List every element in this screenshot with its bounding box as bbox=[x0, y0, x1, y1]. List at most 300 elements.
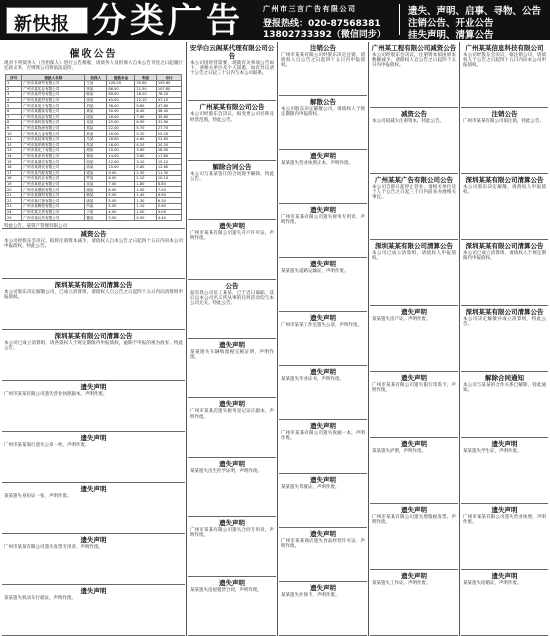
table-cell: 朱某 bbox=[85, 142, 107, 148]
table-cell: 12 bbox=[6, 142, 22, 148]
ad-body: 某某遗失出生医学证明，声明作废。 bbox=[190, 468, 262, 474]
table-cell: 胡某 bbox=[85, 148, 107, 154]
ad-title: 遗失声明 bbox=[219, 341, 245, 349]
table-cell: 广州市某纸业有限公司 bbox=[22, 181, 85, 187]
table-cell: 1.10 bbox=[135, 204, 156, 210]
table-cell: 4.60 bbox=[135, 136, 156, 142]
table-cell: 高某 bbox=[85, 164, 107, 170]
ad-title: 遗失声明 bbox=[310, 206, 336, 214]
table-cell: 韩某 bbox=[85, 192, 107, 198]
ad-body: 某某遗失机动车行驶证，声明作废。 bbox=[4, 596, 76, 601]
classified-ad bbox=[370, 438, 458, 504]
table-cell: 5.50 bbox=[107, 192, 135, 198]
table-cell: 广州市某餐饮有限公司 bbox=[22, 164, 85, 170]
ad-title: 遗失声明 bbox=[80, 536, 107, 544]
column-1 bbox=[2, 42, 185, 636]
ad-title: 遗失声明 bbox=[310, 368, 336, 376]
classified-ad bbox=[188, 577, 276, 636]
table-cell: 47.80 bbox=[156, 103, 181, 109]
ad-body: 某某遗失营业执照正本，声明作废。 bbox=[281, 161, 353, 166]
ad-body: 兹有我公司员工某某，已于近日离职，其后以本公司名义所从事的任何活动均与本公司无关。特此公告。 bbox=[190, 290, 274, 306]
table-cell: 2.30 bbox=[135, 170, 156, 176]
column-5 bbox=[461, 42, 548, 636]
classified-ad bbox=[2, 228, 185, 279]
table-cell: 广州市某装饰有限公司 bbox=[22, 136, 85, 142]
table-cell: 广州市某食品有限公司 bbox=[22, 114, 85, 120]
classified-ad bbox=[2, 432, 185, 483]
table-cell: 广州市某药业有限公司 bbox=[22, 176, 85, 182]
table-cell: 广州市某服装有限公司 bbox=[22, 108, 85, 114]
ad-title: 遗失声明 bbox=[219, 519, 245, 528]
ad-body: 某某遗失道路运输证，声明作废。 bbox=[281, 269, 349, 274]
ad-body: 本公司已成立清算组，请各债权人于规定期限内申报债权，逾期不申报的视为放弃。特此公告。 bbox=[4, 341, 183, 352]
table-cell: 8.80 bbox=[156, 181, 181, 187]
table-cell: 78.20 bbox=[156, 92, 181, 98]
table-cell: 4.20 bbox=[135, 142, 156, 148]
table-cell: 王某 bbox=[85, 81, 107, 87]
ad-body: 某某遗失车辆购置税完税证明，声明作废。 bbox=[190, 350, 274, 361]
table-cell: 13 bbox=[6, 148, 22, 154]
column-2 bbox=[188, 42, 276, 636]
ad-body: 广州市某某有限公司遗失合同专用章，声明作废。 bbox=[190, 528, 274, 539]
table-cell: 22 bbox=[6, 198, 22, 204]
table-cell: 广州市某陶瓷有限公司 bbox=[22, 204, 85, 210]
ad-title: 深圳某某有限公司清算公告 bbox=[465, 176, 544, 184]
table-cell: 30.00 bbox=[107, 108, 135, 114]
classified-ad bbox=[461, 240, 548, 306]
table-cell: 6.30 bbox=[156, 198, 181, 204]
ad-title: 解除合同公告 bbox=[212, 162, 252, 171]
ad-title: 遗失声明 bbox=[401, 506, 427, 514]
ad-title: 遗失声明 bbox=[310, 422, 336, 430]
ad-body: 某某遗失房屋租赁合同，声明作废。 bbox=[190, 587, 262, 593]
table-cell: 广州市某商贸有限公司 bbox=[22, 81, 85, 87]
table-cell: 8.00 bbox=[107, 176, 135, 182]
table-cell: 21.30 bbox=[135, 86, 156, 92]
table-cell: 4.40 bbox=[156, 215, 181, 221]
table-cell: 12.00 bbox=[107, 159, 135, 165]
table-cell: 25.00 bbox=[107, 120, 135, 126]
table-cell: 1.80 bbox=[135, 181, 156, 187]
table-cell: 吴某 bbox=[85, 120, 107, 126]
ad-title: 遗失声明 bbox=[401, 374, 427, 382]
ad-body: 广州市某某有限公司遗失财务专用章，声明作废。 bbox=[281, 215, 365, 226]
table-cell: 14 bbox=[6, 153, 22, 159]
ad-body: 广州市某某商行遗失公章一枚，声明作废。 bbox=[4, 443, 90, 448]
table-cell: 107.80 bbox=[156, 86, 181, 92]
collection-notice-intro: 现对下列债务人（含担保人）进行公告催收，请债务人及担保人自本公告刊登之日起履行还款义务，否则我公司将依法追偿。 bbox=[4, 61, 183, 72]
classified-ad bbox=[279, 96, 367, 150]
classified-ad bbox=[461, 306, 548, 372]
table-cell: 董某 bbox=[85, 215, 107, 221]
ad-title: 深圳某某有限公司清算公告 bbox=[465, 308, 544, 316]
service-line-3: 挂失声明、清算公告 bbox=[408, 30, 494, 41]
table-cell: 17.60 bbox=[156, 153, 181, 159]
table-cell: 广州市某印刷有限公司 bbox=[22, 142, 85, 148]
table-cell: 陈某 bbox=[85, 92, 107, 98]
table-cell: 于某 bbox=[85, 209, 107, 215]
table-cell: 18.00 bbox=[107, 136, 135, 142]
table-cell: 广州市某家具有限公司 bbox=[22, 153, 85, 159]
table-cell: 10.10 bbox=[156, 176, 181, 182]
table-cell: 25 bbox=[6, 215, 22, 221]
ad-body: 本公司股东决定解散，请债权人申报债权。 bbox=[463, 185, 546, 196]
ad-body: 广州市某某有限公司遗失收据一本，声明作废。 bbox=[281, 431, 365, 442]
table-cell: 孙某 bbox=[85, 131, 107, 137]
ad-body: 广州市某某有限公司遗失营业执照副本，声明作废。 bbox=[4, 392, 108, 397]
classified-ad bbox=[461, 108, 548, 174]
service-line-2: 注销公告、开业公告 bbox=[408, 18, 494, 29]
classified-ad bbox=[370, 108, 458, 174]
classified-ad bbox=[370, 570, 458, 636]
table-cell: 8 bbox=[6, 120, 22, 126]
classified-ad bbox=[279, 42, 367, 96]
ad-body: 某某遗失学生证，声明作废。 bbox=[463, 449, 522, 454]
table-cell: 广州市某科技有限公司 bbox=[22, 120, 85, 126]
table-cell: 广州市某贸易有限公司 bbox=[22, 92, 85, 98]
masthead-divider bbox=[399, 4, 400, 35]
table-cell: 1 bbox=[6, 81, 22, 87]
classified-ad bbox=[188, 101, 276, 160]
collection-notice-title: 催收公告 bbox=[69, 49, 118, 60]
table-cell: 60.00 bbox=[107, 92, 135, 98]
table-cell: 35.60 bbox=[135, 81, 156, 87]
classified-ad bbox=[188, 339, 276, 398]
column-divider bbox=[368, 42, 369, 636]
table-cell: 20.00 bbox=[107, 131, 135, 137]
ad-title: 遗失声明 bbox=[219, 459, 245, 468]
table-cell: 11.30 bbox=[156, 170, 181, 176]
table-cell: 23 bbox=[6, 204, 22, 210]
claims-header-cell: 借款本金 bbox=[107, 75, 135, 81]
ad-body: 本公司与某某的合作关系已解除，特此通知。 bbox=[463, 383, 546, 394]
classified-ad bbox=[2, 279, 185, 330]
ad-body: 广州市某某有限公司遗失增值税发票，声明作废。 bbox=[372, 515, 456, 526]
ad-body: 本公司决定解散并成立清算组，特此公告。 bbox=[463, 317, 546, 328]
service-line-1: 遗失、声明、启事、寻物、公告 bbox=[408, 6, 542, 17]
classified-ad bbox=[2, 381, 185, 432]
table-cell: 3.50 bbox=[107, 215, 135, 221]
classified-ad bbox=[370, 372, 458, 438]
table-cell: 18.90 bbox=[156, 148, 181, 154]
table-cell: 18.20 bbox=[135, 92, 156, 98]
ad-title: 遗失声明 bbox=[80, 587, 107, 595]
ad-title: 遗失声明 bbox=[401, 308, 427, 316]
table-cell: 7.00 bbox=[107, 181, 135, 187]
claims-header-cell: 合计 bbox=[156, 75, 181, 81]
column-4 bbox=[370, 42, 458, 636]
ad-title: 遗失声明 bbox=[310, 530, 336, 538]
classified-ad bbox=[2, 483, 185, 534]
table-cell: 3.10 bbox=[135, 159, 156, 165]
table-cell: 1.40 bbox=[135, 192, 156, 198]
ad-body: 广州市某某有限公司遗失营业执照，声明作废。 bbox=[463, 515, 546, 526]
table-cell: 1.30 bbox=[135, 198, 156, 204]
ad-title: 注销公告 bbox=[310, 44, 336, 52]
ads-grid bbox=[0, 42, 550, 636]
table-cell: 6.90 bbox=[135, 120, 156, 126]
classified-ad bbox=[279, 150, 367, 204]
classified-ad bbox=[279, 312, 367, 366]
ad-title: 遗失声明 bbox=[80, 434, 107, 442]
table-cell: 6.00 bbox=[107, 187, 135, 193]
masthead bbox=[0, 0, 550, 40]
table-cell: 35.60 bbox=[156, 114, 181, 120]
table-cell: 24 bbox=[6, 209, 22, 215]
table-cell: 4.50 bbox=[107, 204, 135, 210]
ad-body: 本公司拟减少注册资本，特此公告。 bbox=[372, 119, 444, 124]
table-cell: 8.40 bbox=[135, 108, 156, 114]
claims-header-cell: 担保人 bbox=[85, 75, 107, 81]
column-divider bbox=[459, 42, 460, 636]
classified-ad bbox=[461, 372, 548, 438]
table-cell: 86.50 bbox=[107, 86, 135, 92]
table-cell: 9 bbox=[6, 125, 22, 131]
classified-ad bbox=[370, 504, 458, 570]
classified-ad bbox=[461, 438, 548, 504]
table-cell: 16 bbox=[6, 164, 22, 170]
collection-notice-footer: 特此公告。某资产管理有限公司 bbox=[4, 223, 67, 229]
ad-title: 遗失声明 bbox=[310, 584, 336, 592]
classified-ad bbox=[370, 306, 458, 372]
classified-ad bbox=[279, 474, 367, 528]
ad-title: 深圳某某有限公司清算公告 bbox=[375, 242, 453, 250]
table-cell: 27.70 bbox=[156, 125, 181, 131]
table-cell: 25.20 bbox=[156, 131, 181, 137]
table-cell: 17 bbox=[6, 170, 22, 176]
claims-table bbox=[5, 74, 182, 220]
table-cell: 14.00 bbox=[107, 153, 135, 159]
table-cell: 20.20 bbox=[156, 142, 181, 148]
table-cell: 45.00 bbox=[107, 97, 135, 103]
table-cell: 广州市某灯饰有限公司 bbox=[22, 198, 85, 204]
table-cell: 4 bbox=[6, 97, 22, 103]
table-cell: 4.00 bbox=[107, 209, 135, 215]
table-cell: 5.60 bbox=[156, 204, 181, 210]
ad-body: 某某遗失护照，声明作废。 bbox=[372, 449, 426, 454]
ad-title: 遗失声明 bbox=[80, 383, 107, 391]
ad-body: 广州市某某有限公司拟注销，特此公告。 bbox=[463, 119, 544, 124]
ad-body: 广州市某某有限公司经股东决定注销，请债权人自公告之日起四十五日内申报债权。 bbox=[281, 53, 365, 69]
table-cell: 28.00 bbox=[107, 114, 135, 120]
table-cell: 120.00 bbox=[107, 81, 135, 87]
table-cell: 16.00 bbox=[107, 142, 135, 148]
ad-body: 本公司经股东会决议，注册资本拟由原来数额减少，请债权人自公告之日起四十五日内申报债权。 bbox=[372, 53, 456, 69]
table-cell: 罗某 bbox=[85, 176, 107, 182]
table-cell: 3 bbox=[6, 92, 22, 98]
table-cell: 广州市某塑胶有限公司 bbox=[22, 187, 85, 193]
ad-title: 注销公告 bbox=[491, 110, 518, 118]
ad-body: 本公司经股东会决议，拟变更公司名称及经营范围，特此公告。 bbox=[190, 112, 274, 123]
table-cell: 38.40 bbox=[156, 108, 181, 114]
table-cell: 广州市某化工有限公司 bbox=[22, 148, 85, 154]
table-cell: 15.00 bbox=[107, 148, 135, 154]
table-cell: 广州市某玩具有限公司 bbox=[22, 215, 85, 221]
table-cell: 梁某 bbox=[85, 170, 107, 176]
classified-ad bbox=[461, 174, 548, 240]
ad-body: 广州市某某有限公司遗失发票专用章，声明作废。 bbox=[4, 545, 103, 550]
table-cell: 5.70 bbox=[135, 125, 156, 131]
table-cell: 广州市某钢材有限公司 bbox=[22, 192, 85, 198]
ad-body: 广州市某某有限公司遗失银行印鉴卡，声明作废。 bbox=[372, 383, 456, 394]
ad-body: 某某遗失工作证，声明作废。 bbox=[372, 581, 431, 586]
table-cell: 3.60 bbox=[135, 153, 156, 159]
ad-title: 深圳某某有限公司清算公告 bbox=[54, 281, 133, 289]
classified-ad bbox=[279, 366, 367, 420]
table-cell: 张某 bbox=[85, 97, 107, 103]
table-cell: 6.90 bbox=[156, 192, 181, 198]
classified-ad bbox=[188, 161, 276, 220]
table-cell: 2.60 bbox=[135, 164, 156, 170]
table-cell: 5.20 bbox=[135, 131, 156, 137]
classified-ad bbox=[188, 280, 276, 339]
table-cell: 宋某 bbox=[85, 181, 107, 187]
newspaper-logo bbox=[6, 7, 88, 34]
table-cell: 何某 bbox=[85, 159, 107, 165]
classified-ad bbox=[188, 398, 276, 457]
table-cell: 31.90 bbox=[156, 120, 181, 126]
column-divider bbox=[277, 42, 278, 636]
table-cell: 9.80 bbox=[135, 103, 156, 109]
table-cell: 10 bbox=[6, 131, 22, 137]
classified-ad bbox=[2, 534, 185, 585]
column-3 bbox=[279, 42, 367, 636]
table-cell: 刘某 bbox=[85, 103, 107, 109]
ad-title: 遗失声明 bbox=[401, 440, 427, 448]
claims-header-cell: 利息 bbox=[135, 75, 156, 81]
ad-title: 解除合同通知 bbox=[485, 374, 524, 382]
table-cell: 21 bbox=[6, 192, 22, 198]
classified-ad bbox=[370, 174, 458, 240]
table-cell: 郑某 bbox=[85, 125, 107, 131]
table-cell: 2 bbox=[6, 86, 22, 92]
ad-title: 减资公告 bbox=[80, 230, 107, 238]
ad-body: 广州市某某有限公司遗失开户许可证，声明作废。 bbox=[190, 231, 274, 242]
section-title: 分类广告 bbox=[92, 1, 244, 41]
table-cell: 周某 bbox=[85, 114, 107, 120]
table-cell: 黄某 bbox=[85, 108, 107, 114]
table-cell: 1.50 bbox=[135, 187, 156, 193]
ad-title: 遗失声明 bbox=[310, 152, 336, 160]
classified-ad bbox=[188, 42, 276, 101]
mobile-number: 13802733392（微信同步） bbox=[263, 30, 386, 40]
ad-title: 安华白云阁某代理有限公司公告 bbox=[189, 44, 275, 60]
table-cell: 6 bbox=[6, 108, 22, 114]
table-cell: 广州市某电子有限公司 bbox=[22, 103, 85, 109]
table-cell: 广州市某实业有限公司 bbox=[22, 86, 85, 92]
ad-body: 本公司已成立清算组，请债权人申报债权。 bbox=[372, 251, 456, 262]
table-cell: 155.60 bbox=[156, 81, 181, 87]
table-cell: 22.60 bbox=[156, 136, 181, 142]
table-cell: 广州市某物流有限公司 bbox=[22, 125, 85, 131]
ad-body: 广州市某某工作室遗失公章，声明作废。 bbox=[281, 323, 362, 328]
table-cell: 广州市某五金有限公司 bbox=[22, 131, 85, 137]
ad-title: 遗失声明 bbox=[310, 260, 336, 268]
table-cell: 7.60 bbox=[135, 114, 156, 120]
table-cell: 7.50 bbox=[156, 187, 181, 193]
table-cell: 22.00 bbox=[107, 125, 135, 131]
ad-title: 遗失声明 bbox=[310, 476, 336, 484]
ad-body: 某某遗失结婚证，声明作废。 bbox=[463, 581, 522, 586]
column-divider bbox=[186, 42, 187, 636]
table-cell: 7 bbox=[6, 114, 22, 120]
classified-ad bbox=[279, 258, 367, 312]
table-cell: 10.00 bbox=[107, 164, 135, 170]
ad-body: 某某遗失房产证，声明作废。 bbox=[372, 317, 431, 322]
table-cell: 57.10 bbox=[156, 97, 181, 103]
classified-ad bbox=[188, 220, 276, 279]
classified-ad bbox=[2, 585, 185, 636]
table-cell: 1.00 bbox=[135, 209, 156, 215]
classified-ad bbox=[370, 42, 458, 108]
ad-title: 遗失声明 bbox=[401, 572, 427, 580]
ad-body: 广州市某某店遗失税务登记证正副本，声明作废。 bbox=[190, 409, 274, 420]
ad-body: 本公司自即日起停止营业，请相关单位及个人于公告之日起三十日内前来办理相关事宜。 bbox=[372, 185, 456, 201]
claims-header-cell: 序号 bbox=[6, 75, 22, 81]
logo-text: 新快报 bbox=[14, 14, 70, 35]
ad-body: 本公司经股东会决议，拟注销公司，请债权人于公告之日起四十五日内向本公司申报债权。 bbox=[463, 53, 546, 69]
classified-ad bbox=[279, 204, 367, 258]
table-cell: 广州市某文具有限公司 bbox=[22, 209, 85, 215]
ad-body: 某某遗失毕业证书，声明作废。 bbox=[281, 377, 344, 382]
table-cell: 广州市某建材有限公司 bbox=[22, 97, 85, 103]
ad-title: 遗失声明 bbox=[80, 485, 107, 493]
classified-ad bbox=[188, 517, 276, 576]
classified-ad bbox=[188, 458, 276, 517]
ad-title: 公告 bbox=[225, 281, 239, 290]
table-cell: 5.00 bbox=[107, 198, 135, 204]
classified-ad bbox=[461, 504, 548, 570]
classified-ad bbox=[461, 570, 548, 636]
classified-ad bbox=[370, 240, 458, 306]
ad-title: 遗失声明 bbox=[219, 400, 245, 409]
table-cell: 11 bbox=[6, 136, 22, 142]
table-cell: 广州市某汽配有限公司 bbox=[22, 170, 85, 176]
ad-title: 遗失声明 bbox=[491, 440, 518, 448]
classified-ad bbox=[279, 420, 367, 474]
agency-name: 广州市三言广告有限公司 bbox=[263, 5, 357, 13]
table-cell: 9.00 bbox=[107, 170, 135, 176]
ad-title: 广州某某信息科技有限公司 bbox=[465, 44, 544, 52]
table-cell: 广州市某酒店有限公司 bbox=[22, 159, 85, 165]
table-cell: 19 bbox=[6, 181, 22, 187]
collection-notice bbox=[2, 42, 185, 229]
ad-title: 深圳某某有限公司清算公告 bbox=[465, 242, 544, 250]
ad-title: 减资公告 bbox=[401, 110, 427, 118]
table-cell: 0.90 bbox=[135, 215, 156, 221]
table-cell: 2.10 bbox=[135, 176, 156, 182]
table-cell: 15.10 bbox=[156, 159, 181, 165]
table-cell: 12.60 bbox=[156, 164, 181, 170]
ad-body: 本公司股东决定解散公司，请债权人于规定期限内申报债权。 bbox=[281, 107, 365, 118]
table-row bbox=[6, 215, 182, 221]
classified-ad bbox=[461, 42, 548, 108]
classified-ad bbox=[279, 528, 367, 582]
table-cell: 20 bbox=[6, 187, 22, 193]
ad-body: 本公司已成立清算组，请债权人于规定期限内申报债权。 bbox=[463, 251, 546, 262]
claims-header-cell: 借款人名称 bbox=[22, 75, 85, 81]
table-cell: 15 bbox=[6, 159, 22, 165]
ad-title: 广州某某有限公司公告 bbox=[199, 103, 265, 112]
hotline: 登报热线：020-87568381 bbox=[263, 19, 381, 29]
ad-body: 某某遗失驾驶证，声明作废。 bbox=[281, 485, 340, 490]
ad-title: 遗失声明 bbox=[219, 222, 245, 231]
ad-body: 某某遗失社保卡，声明作废。 bbox=[281, 593, 340, 598]
table-cell: 18 bbox=[6, 176, 22, 182]
ad-title: 深圳某某有限公司清算公告 bbox=[54, 332, 133, 340]
classified-ad bbox=[279, 582, 367, 636]
ad-body: 本公司因经营需要，现就有关事项公告如下，请相关单位及个人知悉，如有异议请于公告之日起三十日内与本公司联系。 bbox=[190, 61, 274, 77]
